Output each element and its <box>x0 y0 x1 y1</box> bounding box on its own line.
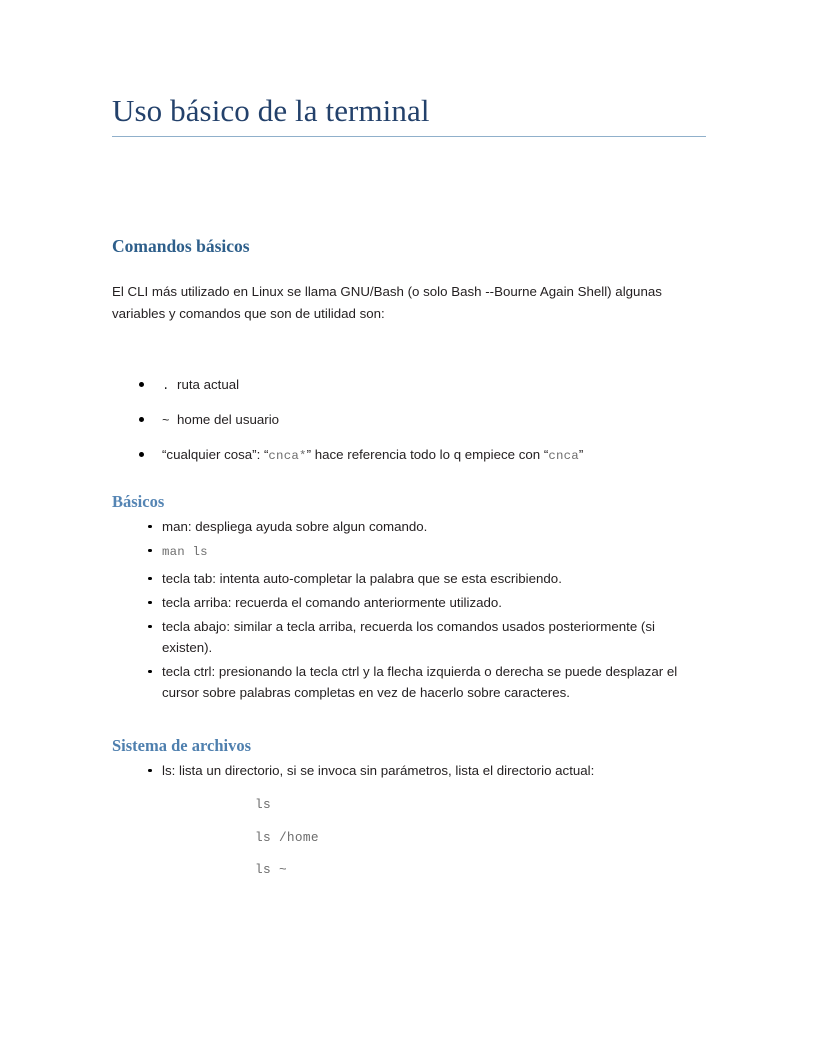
list-item-label: ls: lista un directorio, si se invoca sin parámetros, lista el directorio actual: <box>162 763 595 778</box>
title-divider <box>112 136 706 137</box>
heading-comandos-basicos: Comandos básicos <box>112 236 250 256</box>
list-item-label: home del usuario <box>177 412 280 427</box>
list-basicos <box>148 516 678 706</box>
wildcard-text-part-3: ” <box>578 447 584 462</box>
code-tilde: ~ <box>162 414 170 428</box>
list-item-wildcard <box>139 444 669 467</box>
code-line: ls /home <box>255 829 319 845</box>
list-item-label: tecla abajo: similar a tecla arriba, recuerda los comandos usados posteriormente (si existen). <box>162 619 655 655</box>
list-item-label: man: despliega ayuda sobre algun comando. <box>162 519 428 534</box>
document-header <box>112 92 706 137</box>
heading-sistema-de-archivos: Sistema de archivos <box>112 736 252 755</box>
code-line: ls <box>255 797 271 812</box>
list-item-label: tecla tab: intenta auto-completar la palabra que se esta escribiendo. <box>162 571 562 586</box>
list-item-label: tecla ctrl: presionando la tecla ctrl y la flecha izquierda o derecha se puede desplazar el cursor sobre palabras completas en vez de hacerlo sobre caracteres. <box>162 664 678 700</box>
code-block-ls-examples <box>255 789 319 887</box>
list-item <box>139 374 669 397</box>
code-cnca-glob: cnca* <box>268 449 307 463</box>
wildcard-text-part-1: “cualquier cosa”: “ <box>162 447 269 462</box>
page-title: Uso básico de la terminal <box>112 93 430 128</box>
heading-basicos: Básicos <box>112 492 165 511</box>
code-dot: . <box>162 379 170 393</box>
list-sistema-de-archivos <box>148 760 678 784</box>
list-item <box>139 409 669 432</box>
list-item-code <box>148 540 678 563</box>
list-item <box>148 760 678 781</box>
list-item <box>148 661 678 703</box>
paragraph-cli-intro: El CLI más utilizado en Linux se llama GNU/Bash (o solo Bash --Bourne Again Shell) algunas variables y comandos que son de utilidad son: <box>112 284 662 321</box>
list-item <box>148 516 678 537</box>
list-item-label: ruta actual <box>177 377 240 392</box>
list-item <box>148 568 678 589</box>
list-item <box>148 616 678 658</box>
list-item <box>148 592 678 613</box>
code-man-ls: man ls <box>162 545 208 559</box>
code-cnca: cnca <box>548 449 579 463</box>
list-variables <box>139 374 669 479</box>
wildcard-text-part-2: ” hace referencia todo lo q empiece con “ <box>306 447 549 462</box>
code-line: ls ~ <box>255 862 287 877</box>
list-item-label: tecla arriba: recuerda el comando anteriormente utilizado. <box>162 595 502 610</box>
